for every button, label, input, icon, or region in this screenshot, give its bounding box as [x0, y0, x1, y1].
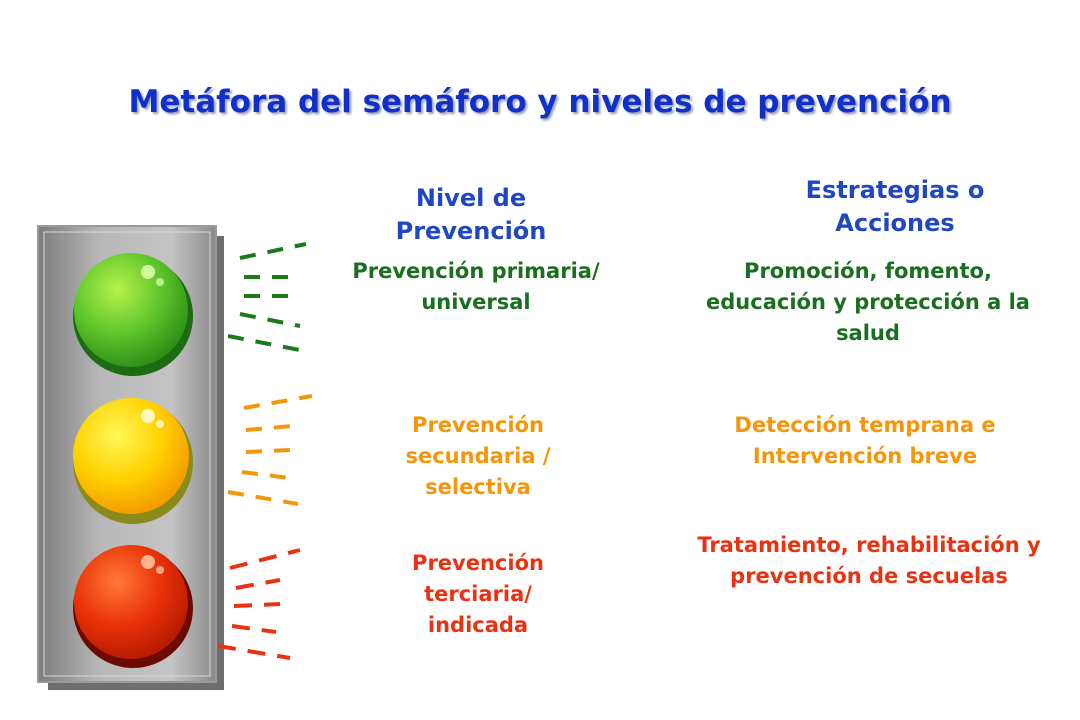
- level-tertiary-action: Tratamiento, rehabilitación y prevención de secuelas: [697, 533, 1041, 588]
- level-secondary-name: Prevención secundaria / selectiva: [405, 413, 551, 499]
- page-title: Metáfora del semáforo y niveles de prevención: [128, 84, 952, 120]
- level-secondary-action: Detección temprana e Intervención breve: [734, 413, 996, 468]
- amber-rays: [228, 396, 312, 504]
- header-strategies: Estrategias o Acciones: [805, 176, 985, 237]
- level-tertiary-name: Prevención terciaria/ indicada: [412, 551, 544, 637]
- header-level: Nivel de Prevención: [395, 184, 547, 245]
- level-primary-name: Prevención primaria/ universal: [352, 259, 600, 314]
- level-primary-action: Promoción, fomento, educación y protección a la salud: [706, 259, 1030, 345]
- green-rays: [228, 244, 310, 352]
- red-rays: [218, 550, 300, 658]
